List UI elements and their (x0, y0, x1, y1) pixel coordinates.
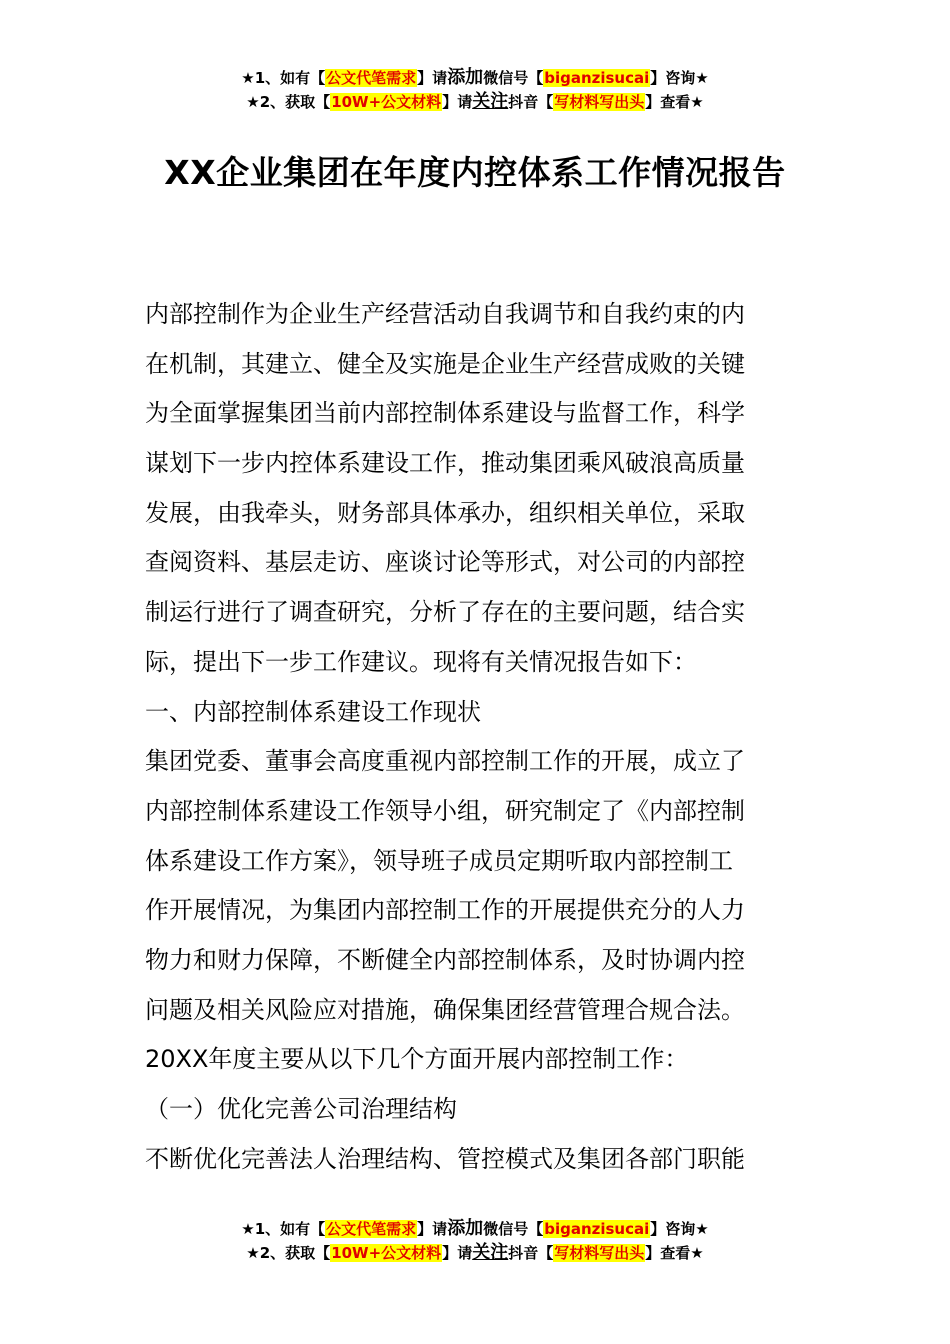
document-body (145, 290, 815, 1184)
body-text-line: 在机制，其建立、健全及实施是企业生产经营成败的关键 (145, 349, 745, 378)
promo-emphasis: 添加 (447, 67, 484, 88)
promo-highlight-wechat-id: biganzisucai (544, 1220, 650, 1238)
promo-highlight-douyin: 写材料写出头 (554, 1244, 645, 1262)
promo-highlight: 10W+公文材料 (331, 1244, 442, 1262)
document-title: XX企业集团在年度内控体系工作情况报告 (164, 153, 786, 192)
promo-text: 微信号【 (483, 1220, 544, 1238)
promo-text: 微信号【 (483, 69, 544, 87)
promo-text: 】请 (442, 1244, 473, 1262)
promo-highlight: 公文代笔需求 (326, 1220, 417, 1238)
body-text-line: 谋划下一步内控体系建设工作，推动集团乘风破浪高质量 (145, 449, 745, 478)
body-text-line: 内部控制体系建设工作领导小组，研究制定了《内部控制 (145, 796, 745, 825)
promo-line-1 (0, 1217, 950, 1241)
promo-text: ★2、获取【 (246, 1244, 331, 1262)
promo-emphasis: 关注 (472, 1242, 509, 1263)
promo-text: ★1、如有【 (241, 1220, 326, 1238)
body-text-line: 内部控制作为企业生产经营活动自我调节和自我约束的内 (145, 300, 745, 328)
promo-text: 抖音【 (508, 1244, 554, 1262)
promo-line-2 (0, 1241, 950, 1265)
promo-text: 】查看★ (645, 1244, 704, 1262)
promo-highlight: 公文代笔需求 (326, 69, 417, 87)
body-text-line: 20XX年度主要从以下几个方面开展内部控制工作： (145, 1045, 689, 1074)
body-text-line: 一、内部控制体系建设工作现状 (145, 697, 481, 726)
promo-highlight-wechat-id: biganzisucai (544, 69, 650, 87)
promo-emphasis: 关注 (472, 91, 509, 112)
body-text-line: 体系建设工作方案》，领导班子成员定期听取内部控制工 (145, 846, 733, 875)
body-text-line: 作开展情况，为集团内部控制工作的开展提供充分的人力 (145, 896, 745, 925)
body-text-line: 问题及相关风险应对措施，确保集团经营管理合规合法。 (145, 995, 745, 1024)
promo-highlight: 10W+公文材料 (331, 93, 442, 111)
promo-text: ★2、获取【 (246, 93, 331, 111)
promo-highlight-douyin: 写材料写出头 (554, 93, 645, 111)
body-text-line: （一）优化完善公司治理结构 (145, 1095, 457, 1123)
promo-text: 】查看★ (645, 93, 704, 111)
promo-text: 】请 (417, 69, 448, 87)
promo-emphasis: 添加 (447, 1218, 484, 1239)
body-text-line: 查阅资料、基层走访、座谈讨论等形式，对公司的内部控 (145, 548, 745, 577)
body-text-line: 发展，由我牵头，财务部具体承办，组织相关单位，采取 (145, 498, 745, 527)
promo-text: ★1、如有【 (241, 69, 326, 87)
body-text-line: 集团党委、董事会高度重视内部控制工作的开展，成立了 (145, 747, 745, 776)
body-text-line: 不断优化完善法人治理结构、管控模式及集团各部门职能 (145, 1144, 745, 1173)
promo-banner-top (0, 66, 950, 114)
promo-line-1 (0, 66, 950, 90)
body-text-line: 物力和财力保障，不断健全内部控制体系，及时协调内控 (145, 945, 745, 974)
promo-text: 】咨询★ (650, 69, 709, 87)
promo-line-2 (0, 90, 950, 114)
promo-banner-bottom (0, 1217, 950, 1265)
body-text-line: 为全面掌握集团当前内部控制体系建设与监督工作，科学 (145, 399, 745, 428)
promo-text: 抖音【 (508, 93, 554, 111)
promo-text: 】请 (417, 1220, 448, 1238)
promo-text: 】咨询★ (650, 1220, 709, 1238)
body-text-line: 际，提出下一步工作建议。现将有关情况报告如下： (145, 647, 697, 676)
promo-text: 】请 (442, 93, 473, 111)
body-text-line: 制运行进行了调查研究，分析了存在的主要问题，结合实 (145, 598, 745, 627)
